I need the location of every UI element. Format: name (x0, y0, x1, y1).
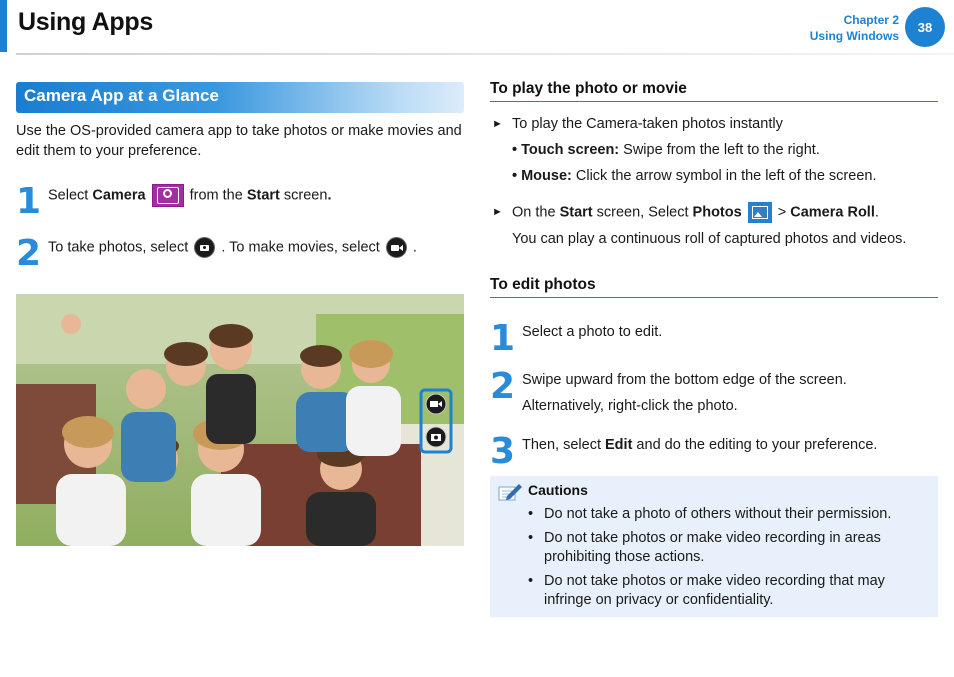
photos-app-icon (748, 202, 772, 223)
edit-step-3: Then, select Edit and do the editing to your preference. (522, 437, 878, 453)
step-2-text: To take photos, select . To make movies, select . (48, 237, 417, 258)
step-number: 1 (16, 181, 42, 222)
edit-heading-rule (490, 297, 938, 298)
list-item: • Do not take photos or make video recording in areas prohibiting those actions. (526, 529, 931, 568)
group-photo-illustration (16, 294, 464, 546)
play-heading: To play the photo or movie (490, 80, 687, 97)
camera-app-icon (152, 184, 184, 207)
edit-heading: To edit photos (490, 276, 596, 293)
edit-step-2: Swipe upward from the bottom edge of the screen. (522, 372, 847, 388)
step-number: 2 (490, 366, 516, 407)
step-number: 1 (490, 318, 516, 359)
camera-shutter-icon (194, 237, 215, 258)
chapter-label (810, 12, 899, 44)
header-accent-bar (0, 0, 7, 52)
chapter-number: Chapter 2 (843, 13, 899, 27)
play-sub-mouse: • Mouse: Click the arrow symbol in the left of the screen. (512, 168, 877, 184)
header-divider (16, 53, 954, 55)
list-item: • Do not take photos or make video recording that may infringe on privacy or confidentiality. (526, 572, 931, 611)
play-heading-rule (490, 101, 938, 102)
list-item: • Do not take a photo of others without their permission. (526, 505, 931, 525)
intro-paragraph: Use the OS-provided camera app to take photos or make movies and edit them to your preference. (16, 123, 462, 159)
play-item-1: To play the Camera-taken photos instantly (512, 116, 783, 132)
play-sub-touch: • Touch screen: Swipe from the left to the right. (512, 142, 820, 158)
video-record-icon (386, 237, 407, 258)
edit-step-2-line2: Alternatively, right-click the photo. (522, 398, 738, 414)
section-title: Camera App at a Glance (24, 86, 219, 105)
bullet-arrow: ► (492, 206, 503, 218)
camera-app-screenshot (16, 294, 464, 546)
cautions-title: Cautions (528, 482, 588, 498)
bullet-arrow: ► (492, 118, 503, 130)
chapter-name: Using Windows (809, 29, 899, 43)
play-item-2-line2: You can play a continuous roll of captured photos and videos. (512, 231, 907, 247)
step-1-text: Select Camera from the Start screen. (48, 184, 331, 207)
page-title: Using Apps (18, 8, 153, 36)
step-number: 2 (16, 233, 42, 274)
edit-step-1: Select a photo to edit. (522, 324, 663, 340)
step-number: 3 (490, 431, 516, 472)
cautions-list (526, 505, 931, 615)
page-number-badge: 38 (905, 7, 945, 47)
play-item-2: On the Start screen, Select Photos > Camera Roll. (512, 202, 879, 223)
pencil-note-icon (497, 481, 523, 508)
